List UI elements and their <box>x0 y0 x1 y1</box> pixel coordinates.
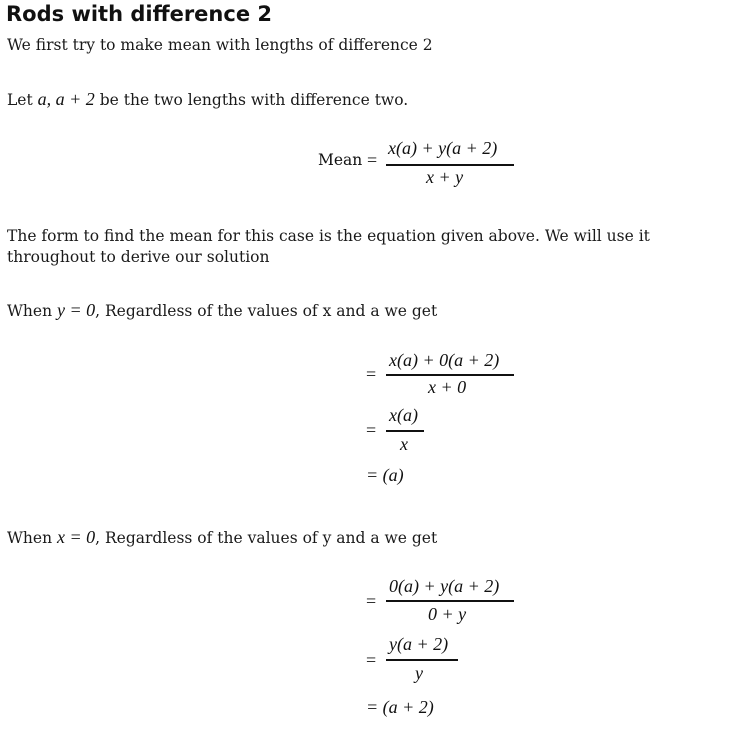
mean-denominator: x + y <box>426 167 464 187</box>
case-y0-step1-equals: = <box>366 364 377 384</box>
case-x0-math: x = 0 <box>57 527 96 547</box>
mean-equals-sign: = <box>367 150 378 170</box>
case-y0-step1-bar <box>386 374 514 376</box>
let-prefix: Let <box>7 91 38 109</box>
case-x0-step2-denominator: y <box>415 663 423 683</box>
case-y0-step2-numerator: x(a) <box>389 405 418 425</box>
mean-numerator: x(a) + y(a + 2) <box>388 138 498 158</box>
case-y0-step1-numerator: x(a) + 0(a + 2) <box>389 350 500 370</box>
case-y0-line <box>7 300 437 322</box>
case-x0-step1-bar <box>386 600 514 602</box>
intro-paragraph: We first try to make mean with lengths of difference 2 <box>7 36 433 54</box>
case-y0-math: y = 0 <box>57 300 96 320</box>
case-y0-step2-bar <box>386 430 424 432</box>
case-y0-suffix: , Regardless of the values of x and a we get <box>95 302 438 320</box>
case-x0-prefix: When <box>7 529 57 547</box>
case-y0-prefix: When <box>7 302 57 320</box>
case-x0-step1-equals: = <box>366 591 377 611</box>
case-x0-step2-numerator: y(a + 2) <box>389 634 449 654</box>
case-y0-step2-denominator: x <box>400 434 408 454</box>
case-x0-step1-denominator: 0 + y <box>428 604 467 624</box>
mean-label: Mean <box>318 151 363 169</box>
case-x0-result: = (a + 2) <box>366 697 434 717</box>
case-x0-step2-equals: = <box>366 650 377 670</box>
case-y0-step1-denominator: x + 0 <box>428 377 467 397</box>
let-math: a, a + 2 <box>37 89 95 109</box>
let-suffix: be the two lengths with difference two. <box>94 91 409 109</box>
case-x0-suffix: , Regardless of the values of y and a we get <box>95 529 438 547</box>
mean-fraction-bar <box>386 164 514 166</box>
case-x0-step1-numerator: 0(a) + y(a + 2) <box>389 576 500 596</box>
form-paragraph: The form to find the mean for this case is the equation given above. We will use it throughout to derive our solution <box>7 227 650 266</box>
case-x0-step2-bar <box>386 659 458 661</box>
case-x0-line <box>7 527 437 549</box>
let-line <box>7 89 408 111</box>
section-heading: Rods with difference 2 <box>6 2 272 26</box>
case-y0-step2-equals: = <box>366 420 377 440</box>
case-y0-result: = (a) <box>366 465 404 485</box>
